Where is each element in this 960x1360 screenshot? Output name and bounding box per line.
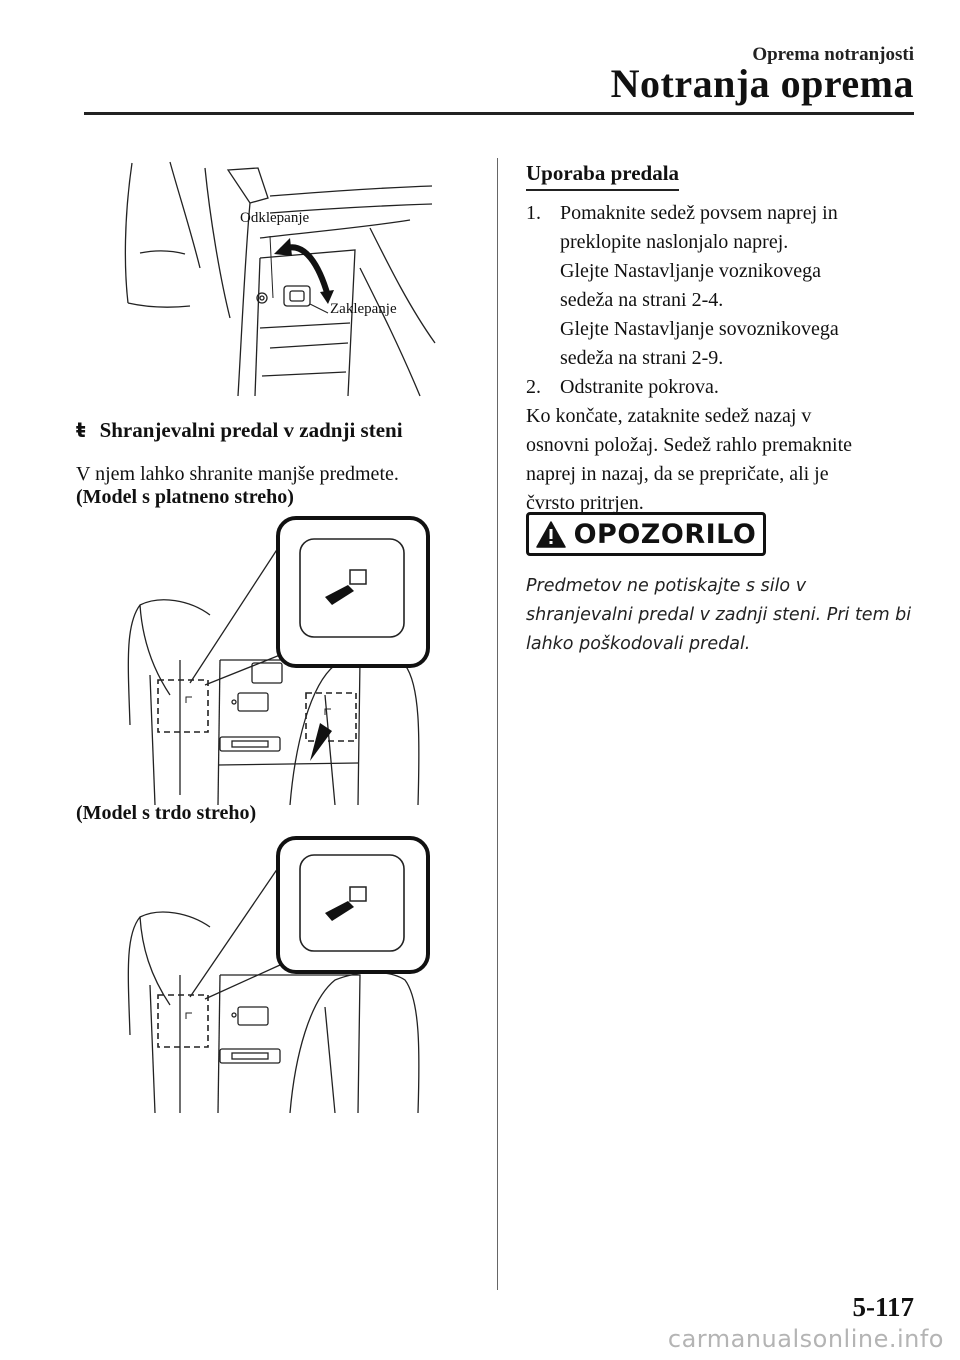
label-lock: Zaklepanje bbox=[330, 301, 397, 317]
reference-text: sedeža na strani 2-4. bbox=[560, 289, 724, 311]
reference-text: Glejte Nastavljanje voznikovega bbox=[560, 260, 822, 282]
steps-list bbox=[526, 199, 921, 518]
reference-text: sedeža na strani 2-9. bbox=[560, 347, 724, 369]
intro-text: V njem lahko shranite manjše predmete. bbox=[76, 463, 399, 485]
column-divider bbox=[497, 158, 498, 1290]
figure-lock-unlock bbox=[110, 158, 445, 398]
closing-text: osnovni položaj. Sedež rahlo premaknite bbox=[526, 434, 853, 456]
warning-text: Predmetov ne potiskajte s silo v shranjevalni predal v zadnji steni. Pri tem bi lahko poškodovali predal. bbox=[526, 576, 912, 654]
warning-triangle-icon bbox=[536, 521, 566, 548]
subhead-hard-top: (Model s trdo streho) bbox=[76, 802, 257, 824]
section-name: Oprema notranjosti bbox=[752, 44, 914, 65]
watermark: carmanualsonline.info bbox=[667, 1325, 944, 1353]
usage-title: Uporaba predala bbox=[526, 161, 679, 191]
warning-label: OPOZORILO bbox=[573, 518, 757, 550]
section-title: Shranjevalni predal v zadnji steni bbox=[99, 418, 403, 442]
subhead-soft-top: (Model s platneno streho) bbox=[76, 486, 294, 508]
figure-hard-top bbox=[120, 835, 440, 1115]
header-rule bbox=[84, 112, 914, 115]
page-number: 5-117 bbox=[852, 1292, 914, 1322]
reference-text: Glejte Nastavljanje sovoznikovega bbox=[560, 318, 839, 340]
list-item: 2. Odstranite pokrova. bbox=[526, 376, 719, 398]
page-title: Notranja oprema bbox=[610, 61, 914, 106]
label-unlock: Odklepanje bbox=[240, 210, 310, 226]
list-item: 1. Pomaknite sedež povsem naprej in bbox=[526, 202, 838, 224]
list-item-cont: preklopite naslonjalo naprej. bbox=[560, 231, 789, 253]
section-heading bbox=[76, 418, 403, 443]
figure-soft-top bbox=[120, 515, 440, 805]
warning-label-box bbox=[526, 512, 766, 556]
section-bullet-icon: ŧ bbox=[76, 418, 86, 442]
closing-text: čvrsto pritrjen. bbox=[526, 492, 644, 514]
closing-text: Ko končate, zataknite sedež nazaj v bbox=[526, 405, 812, 427]
closing-text: naprej in nazaj, da se prepričate, ali je bbox=[526, 463, 829, 485]
